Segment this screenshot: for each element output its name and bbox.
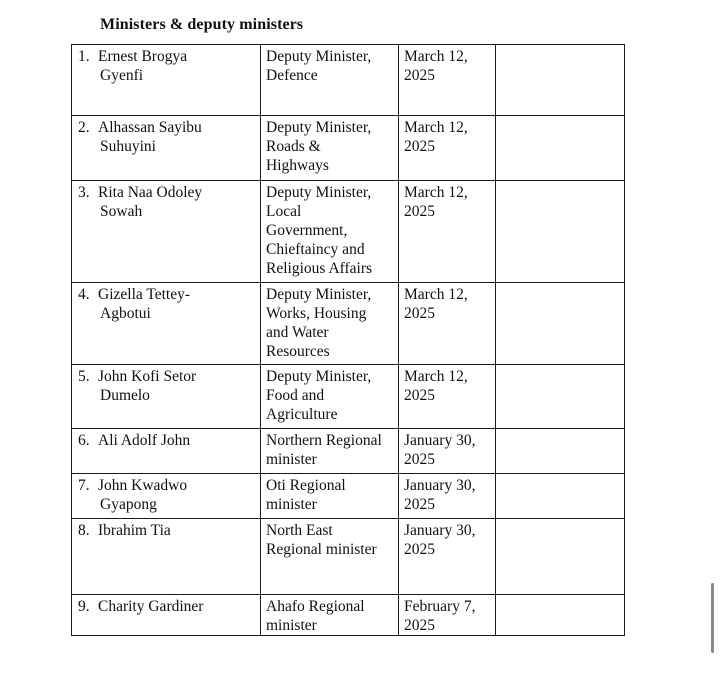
- ministers-table-body: [72, 45, 625, 636]
- date-line: February 7,: [404, 598, 476, 615]
- minister-name-line: Gyenfi: [100, 67, 144, 84]
- minister-name-line: Alhassan Sayibu: [98, 119, 202, 136]
- role-line: Food and: [266, 387, 325, 404]
- role-cell: [261, 283, 399, 365]
- name-cell: [72, 181, 261, 283]
- role-line: Government,: [266, 222, 348, 239]
- date-cell: [399, 283, 496, 365]
- ministers-table: [71, 44, 625, 636]
- minister-name-line: Sowah: [100, 203, 143, 220]
- date-line: March 12,: [404, 368, 468, 385]
- date-line: January 30,: [404, 477, 476, 494]
- role-line: Agriculture: [266, 406, 338, 423]
- row-number: 3.: [78, 184, 90, 201]
- role-line: Highways: [266, 157, 329, 174]
- date-line: 2025: [404, 496, 435, 513]
- empty-cell: [496, 181, 625, 283]
- minister-name-line: John Kofi Setor: [98, 368, 197, 385]
- role-cell: [261, 181, 399, 283]
- empty-cell: [496, 519, 625, 595]
- date-cell: [399, 116, 496, 181]
- role-line: Deputy Minister,: [266, 119, 372, 136]
- role-line: Works, Housing: [266, 305, 367, 322]
- name-cell: [72, 283, 261, 365]
- role-line: Oti Regional: [266, 477, 346, 494]
- role-line: minister: [266, 496, 317, 513]
- minister-name-line: Agbotui: [100, 305, 151, 322]
- date-line: January 30,: [404, 522, 476, 539]
- empty-cell: [496, 429, 625, 474]
- minister-name-line: Rita Naa Odoley: [98, 184, 203, 201]
- row-number: 6.: [78, 432, 90, 449]
- date-line: March 12,: [404, 119, 468, 136]
- date-line: 2025: [404, 305, 435, 322]
- role-line: Ahafo Regional: [266, 598, 365, 615]
- date-line: 2025: [404, 541, 435, 558]
- date-line: March 12,: [404, 184, 468, 201]
- role-line: Northern Regional: [266, 432, 382, 449]
- row-number: 8.: [78, 522, 90, 539]
- date-cell: [399, 365, 496, 429]
- date-line: 2025: [404, 451, 435, 468]
- role-cell: [261, 429, 399, 474]
- table-row: [72, 283, 625, 365]
- row-number: 1.: [78, 48, 90, 65]
- role-line: Local: [266, 203, 302, 220]
- empty-cell: [496, 116, 625, 181]
- name-cell: [72, 429, 261, 474]
- table-row: [72, 45, 625, 116]
- name-cell: [72, 595, 261, 636]
- role-line: Defence: [266, 67, 318, 84]
- table-row: [72, 116, 625, 181]
- date-line: 2025: [404, 67, 435, 84]
- scrollbar-thumb[interactable]: [711, 583, 714, 653]
- role-line: minister: [266, 451, 317, 468]
- row-number: 9.: [78, 598, 90, 615]
- minister-name-line: Gyapong: [100, 496, 157, 513]
- role-cell: [261, 365, 399, 429]
- date-line: March 12,: [404, 48, 468, 65]
- role-line: Deputy Minister,: [266, 184, 372, 201]
- name-cell: [72, 116, 261, 181]
- role-line: Religious Affairs: [266, 260, 373, 277]
- empty-cell: [496, 365, 625, 429]
- name-cell: [72, 519, 261, 595]
- name-cell: [72, 365, 261, 429]
- role-line: Deputy Minister,: [266, 368, 372, 385]
- date-cell: [399, 429, 496, 474]
- role-cell: [261, 116, 399, 181]
- date-cell: [399, 45, 496, 116]
- table-row: [72, 181, 625, 283]
- date-line: 2025: [404, 203, 435, 220]
- name-cell: [72, 45, 261, 116]
- date-line: 2025: [404, 138, 435, 155]
- role-line: minister: [266, 617, 317, 634]
- role-line: Regional minister: [266, 541, 377, 558]
- role-line: North East: [266, 522, 333, 539]
- table-row: [72, 429, 625, 474]
- minister-name-line: Ernest Brogya: [98, 48, 188, 65]
- minister-name-line: Charity Gardiner: [98, 598, 204, 615]
- empty-cell: [496, 474, 625, 519]
- row-number: 2.: [78, 119, 90, 136]
- minister-name-line: Gizella Tettey-: [98, 286, 191, 303]
- role-line: Chieftaincy and: [266, 241, 365, 258]
- date-cell: [399, 519, 496, 595]
- table-row: [72, 519, 625, 595]
- row-number: 7.: [78, 477, 90, 494]
- date-line: March 12,: [404, 286, 468, 303]
- minister-name-line: Dumelo: [100, 387, 150, 404]
- empty-cell: [496, 595, 625, 636]
- table-row: [72, 595, 625, 636]
- table-row: [72, 365, 625, 429]
- minister-name-line: Ali Adolf John: [98, 432, 191, 449]
- role-cell: [261, 519, 399, 595]
- empty-cell: [496, 45, 625, 116]
- role-line: Resources: [266, 343, 330, 360]
- date-line: 2025: [404, 387, 435, 404]
- role-cell: [261, 45, 399, 116]
- date-cell: [399, 474, 496, 519]
- minister-name-line: Ibrahim Tia: [98, 522, 171, 539]
- empty-cell: [496, 283, 625, 365]
- role-line: Roads &: [266, 138, 321, 155]
- minister-name-line: John Kwadwo: [98, 477, 188, 494]
- role-line: and Water: [266, 324, 329, 341]
- date-cell: [399, 181, 496, 283]
- role-line: Deputy Minister,: [266, 48, 372, 65]
- role-cell: [261, 595, 399, 636]
- minister-name-line: Suhuyini: [100, 138, 156, 155]
- name-cell: [72, 474, 261, 519]
- row-number: 4.: [78, 286, 90, 303]
- date-cell: [399, 595, 496, 636]
- role-cell: [261, 474, 399, 519]
- row-number: 5.: [78, 368, 90, 385]
- table-row: [72, 474, 625, 519]
- date-line: 2025: [404, 617, 435, 634]
- role-line: Deputy Minister,: [266, 286, 372, 303]
- page-heading: Ministers & deputy ministers: [100, 16, 304, 33]
- date-line: January 30,: [404, 432, 476, 449]
